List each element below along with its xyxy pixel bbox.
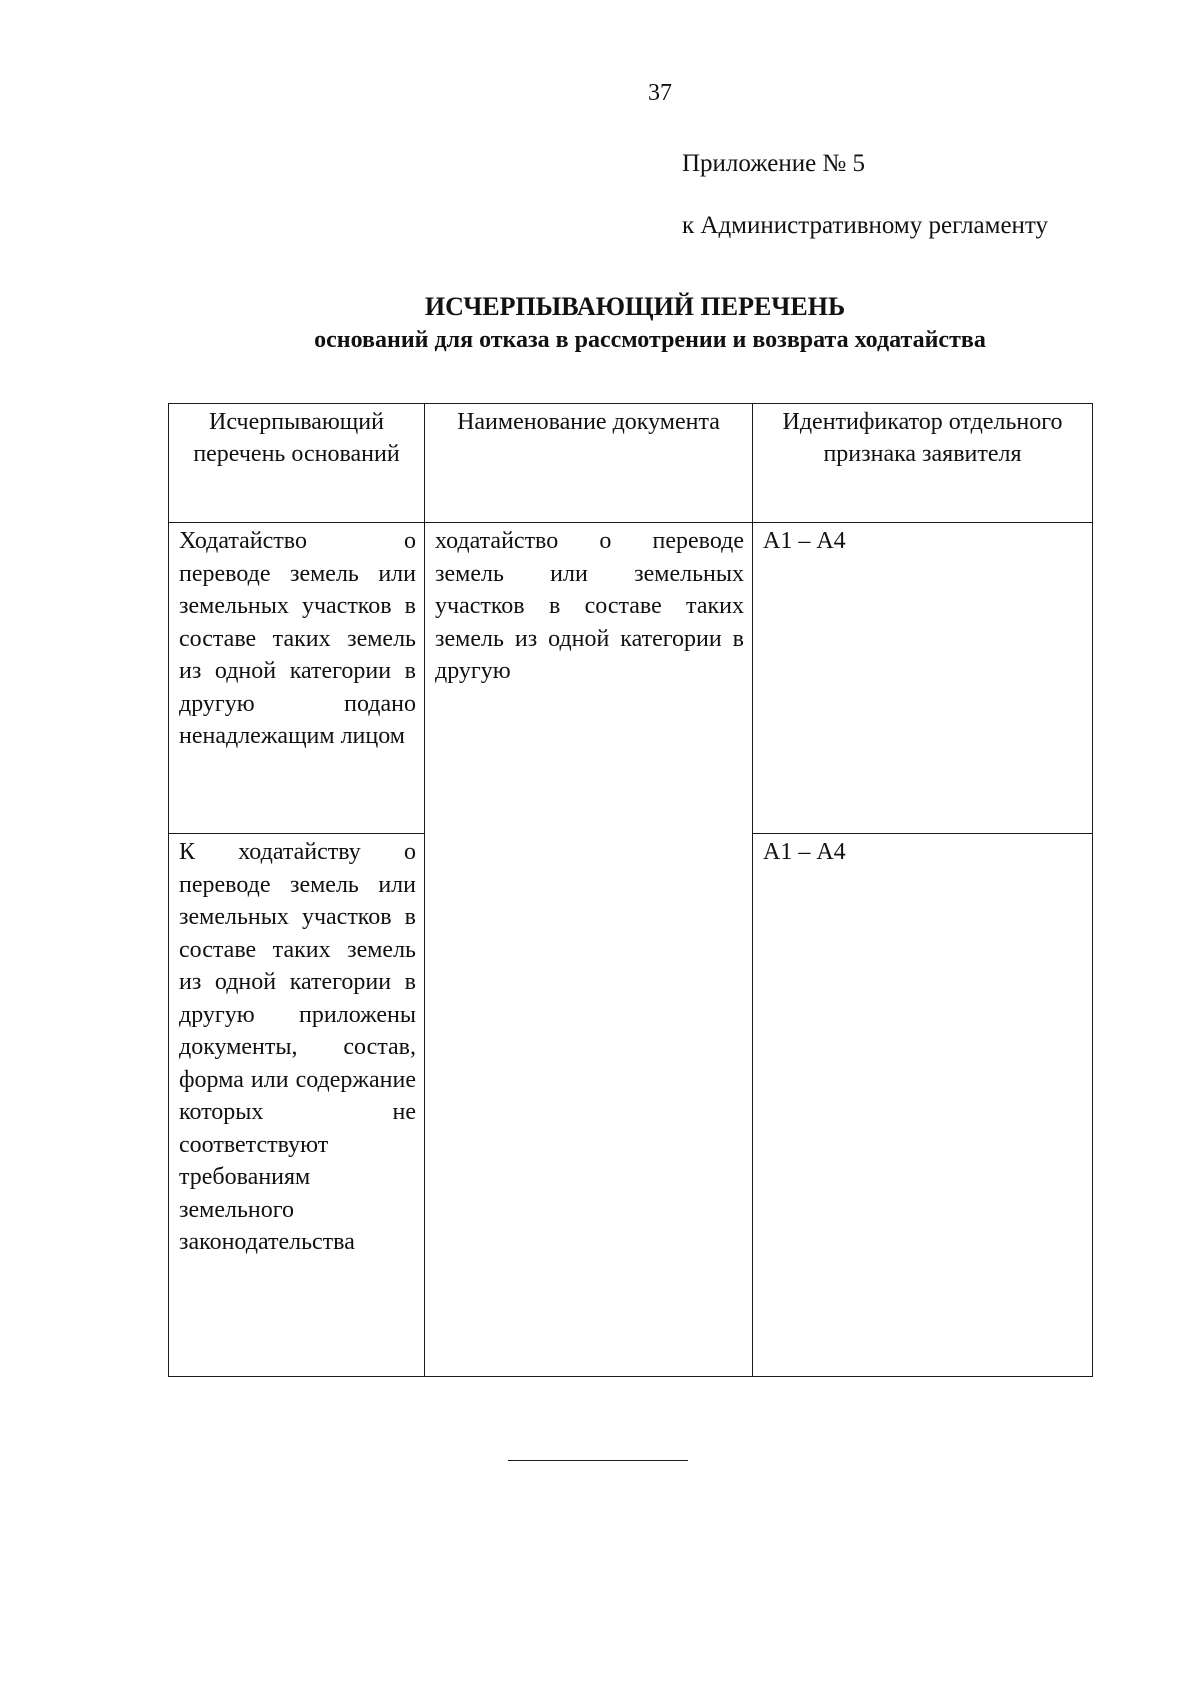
- closing-rule: [508, 1460, 688, 1461]
- document-subtitle: оснований для отказа в рассмотрении и возврата ходатайства: [314, 327, 986, 353]
- basis-cell: Ходатайство о переводе земель или земельных участков в составе таких земель из одной категории в другую подано ненадлежащим лицом: [169, 523, 425, 834]
- document-name-cell: ходатайство о переводе земель или земельных участков в составе таких земель из одной категории в другую: [425, 523, 753, 1377]
- basis-cell: К ходатайству о переводе земель или земельных участков в составе таких земель из одной категории в другую приложены документы, состав, форма или содержание которых не соответствуют требованиям земельного законодательства: [169, 834, 425, 1377]
- table-header-row: [169, 404, 1093, 523]
- page-number: 37: [648, 80, 672, 106]
- appendix-label: Приложение № 5: [682, 150, 866, 177]
- header-grounds-list: Исчерпывающий перечень оснований: [169, 404, 425, 523]
- table-row: [169, 523, 1093, 834]
- identifier-cell: А1 – А4: [753, 834, 1093, 1377]
- appendix-reference: к Административному регламенту: [682, 212, 1049, 239]
- grounds-table: [168, 403, 1093, 1377]
- identifier-cell: А1 – А4: [753, 523, 1093, 834]
- document-subtitle-block: [0, 327, 1200, 354]
- header-document-name: Наименование документа: [425, 404, 753, 523]
- document-title: ИСЧЕРПЫВАЮЩИЙ ПЕРЕЧЕНЬ: [424, 292, 846, 321]
- document-title-block: [0, 292, 1200, 322]
- header-applicant-identifier: Идентификатор отдельного признака заявителя: [753, 404, 1093, 523]
